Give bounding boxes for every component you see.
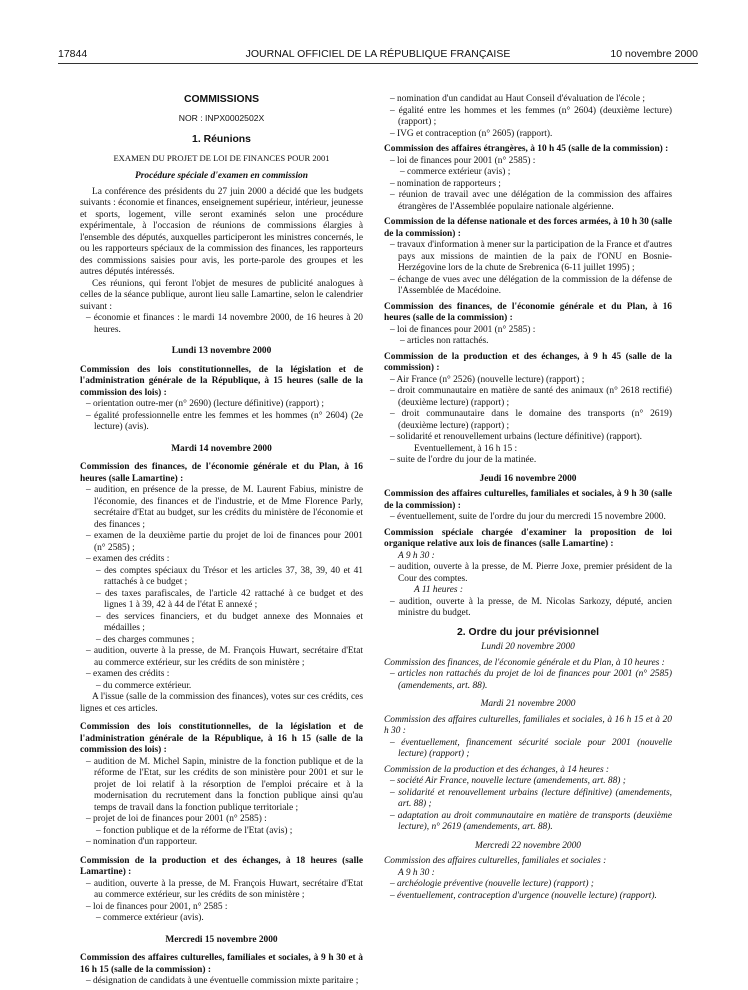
time-label: A 11 heures :: [414, 585, 464, 595]
list-item: – réunion de travail avec une délégation de la commission des affaires étrangères de l'Assemblée populaire nationale algérienne.: [390, 190, 672, 212]
list-item: – loi de finances pour 2001 (n° 2585) :: [390, 324, 536, 335]
right-column: [384, 94, 672, 902]
date-heading: Mardi 14 novembre 2000: [171, 443, 272, 454]
sub-list-item: – des taxes parafiscales, de l'article 42 rattaché à ce budget et des lignes 1 à 39, 42 à 44 de l'état E annexé ;: [96, 588, 363, 610]
commission-heading: Commission des lois constitutionnelles, de la législation et de l'administration générale de la République, à 16 h 15 (salle de la commission des lois) :: [80, 722, 363, 755]
time-label: Eventuellement, à 16 h 15 :: [414, 443, 518, 454]
list-item: – examen des crédits :: [86, 554, 170, 564]
header-rule: [58, 63, 698, 64]
list-item: – Air France (n° 2526) (nouvelle lecture) (rapport) ;: [390, 374, 585, 385]
intro-paragraph: Ces réunions, qui feront l'objet de mesures de publicité analogues à celles de la séance publique, auront lieu salle Lamartine, selon le calendrier suivant :: [80, 278, 363, 312]
list-item: – audition, en présence de la presse, de M. Laurent Fabius, ministre de l'économie, des finances et de l'industrie, et de Mme Florence Parly, secrétaire d'Etat au budget, sur les crédits du ministère de l'économie et des finances ;: [86, 485, 363, 530]
list-item: – orientation outre-mer (n° 2690) (lecture définitive) (rapport) ;: [86, 399, 325, 409]
list-item: – examen des crédits :: [86, 669, 170, 679]
list-item: – archéologie préventive (nouvelle lecture) (rapport) ;: [390, 879, 594, 889]
list-item: – audition de M. Michel Sapin, ministre de la fonction publique et de la réforme de l'Etat, sur les crédits de son ministère pour 2001 et sur le projet de loi relatif à la résorption de l'emploi précaire et à la modernisation du recrutement dans la fonction publique ainsi qu'au temps de travail dans la fonction publique territoriale ;: [86, 756, 363, 813]
list-item: – éventuellement, financement sécurité sociale pour 2001 (nouvelle lecture) (rapport) ;: [390, 737, 672, 759]
nor-reference: NOR : INPX0002502X: [178, 112, 265, 123]
list-item: – éventuellement, suite de l'ordre du jour du mercredi 15 novembre 2000.: [390, 512, 666, 522]
list-item: – droit communautaire dans le domaine des transports (n° 2619) (deuxième lecture) (rapport) ;: [390, 409, 672, 431]
sub-list-item: – du commerce extérieur.: [96, 680, 192, 691]
date-heading: Lundi 13 novembre 2000: [171, 346, 272, 356]
commission-heading: Commission des lois constitutionnelles, de la législation et de l'administration générale de la République, à 15 heures (salle de la commission des lois) :: [80, 364, 363, 398]
commission-heading: Commission des affaires culturelles, familiales et sociales, à 9 h 30 (salle de la commission) :: [384, 489, 672, 511]
procedure-title: Procédure spéciale d'examen en commission: [135, 171, 308, 181]
commission-heading: Commission des affaires étrangères, à 10 h 45 (salle de la commission) :: [384, 144, 669, 154]
commission-heading: Commission de la défense nationale et des forces armées, à 10 h 30 (salle de la commission) :: [384, 217, 672, 239]
list-item: – désignation de candidats à une éventuelle commission mixte paritaire ;: [86, 976, 359, 986]
sub-list-item: – des comptes spéciaux du Trésor et les articles 37, 38, 39, 40 et 41 rattachés à ce budget ;: [96, 565, 363, 587]
commission-heading: Commission des finances, de l'économie générale et du Plan, à 16 heures (salle de la commission) :: [384, 301, 672, 323]
list-item: – loi de finances pour 2001, n° 2585 :: [86, 901, 228, 912]
commission-heading: Commission de la production et des échanges, à 14 heures :: [384, 764, 610, 775]
note-paragraph: A l'issue (salle de la commission des finances), votes sur ces crédits, ces lignes et ces articles.: [80, 692, 363, 714]
list-item: – articles non rattachés du projet de loi de finances pour 2001 (n° 2585) (amendements, art. 88).: [390, 669, 672, 691]
commission-heading: Commission des finances, de l'économie générale et du Plan, à 10 heures :: [384, 657, 665, 668]
section-title-reunions: 1. Réunions: [192, 134, 251, 145]
list-item: – droit communautaire en matière de santé des animaux (n° 2618 rectifié) (deuxième lecture) (rapport) ;: [390, 386, 672, 408]
commission-heading: Commission des finances, de l'économie générale et du Plan, à 16 heures (salle Lamartine) :: [80, 462, 363, 484]
list-item: – projet de loi de finances pour 2001 (n° 2585) :: [86, 814, 267, 824]
section-heading: COMMISSIONS: [183, 94, 260, 105]
sub-list-item: – des services financiers, et du budget annexe des Monnaies et médailles ;: [96, 611, 363, 633]
list-item: – audition, ouverte à la presse, de M. François Huwart, secrétaire d'Etat au commerce extérieur, sur les crédits de son ministère ;: [86, 878, 363, 900]
commission-heading: Commission de la production et des échanges, à 9 h 45 (salle de la commission) :: [384, 351, 672, 373]
commission-heading: Commission spéciale chargée d'examiner la proposition de loi organique relative aux lois de finances (salle Lamartine) :: [384, 527, 672, 549]
list-item: – suite de l'ordre du jour de la matinée.: [390, 455, 537, 465]
list-item: – égalité entre les hommes et les femmes (n° 2604) (deuxième lecture) (rapport) ;: [390, 105, 672, 127]
list-item: – IVG et contraception (n° 2605) (rapport).: [390, 128, 553, 139]
date-heading: Lundi 20 novembre 2000: [481, 642, 575, 652]
commission-heading: Commission des affaires culturelles, familiales et sociales, à 16 h 15 et à 20 h 30 :: [384, 714, 672, 736]
list-item: – échange de vues avec une délégation de la commission de la défense de l'Assemblée de Macédoine.: [390, 274, 672, 296]
sub-list-item: – articles non rattachés.: [400, 336, 489, 346]
list-item: – loi de finances pour 2001 (n° 2585) :: [390, 155, 536, 166]
time-label: A 9 h 30 :: [398, 550, 435, 561]
list-item: – économie et finances : le mardi 14 novembre 2000, de 16 heures à 20 heures.: [86, 313, 363, 335]
date-heading: Mercredi 22 novembre 2000: [475, 840, 581, 851]
journal-title: JOURNAL OFFICIEL DE LA RÉPUBLIQUE FRANÇAISE: [245, 48, 511, 60]
list-item: – société Air France, nouvelle lecture (amendements, art. 88) ;: [390, 776, 626, 786]
commission-heading: Commission des affaires culturelles, familiales et sociales :: [384, 856, 607, 866]
list-item: – audition, ouverte à la presse, de M. Pierre Joxe, premier président de la Cour des comptes.: [390, 562, 672, 584]
sub-list-item: – commerce extérieur (avis).: [96, 913, 204, 923]
list-item: – éventuellement, contraception d'urgence (nouvelle lecture) (rapport).: [390, 890, 657, 901]
list-item: – nomination d'un candidat au Haut Conseil d'évaluation de l'école ;: [390, 94, 646, 104]
commission-heading: Commission des affaires culturelles, familiales et sociales, à 9 h 30 et à 16 h 15 (salle de la commission) :: [80, 953, 363, 975]
list-item: – égalité professionnelle entre les femmes et les hommes (n° 2604) (2e lecture) (avis).: [86, 410, 363, 432]
date-heading: Mardi 21 novembre 2000: [480, 699, 576, 709]
page-header: [58, 47, 698, 61]
list-item: – audition, ouverte à la presse, de M. François Huwart, secrétaire d'Etat au commerce extérieur, sur les crédits de son ministère ;: [86, 646, 363, 668]
list-item: – solidarité et renouvellement urbains (lecture définitive) (rapport).: [390, 432, 642, 442]
examen-title: EXAMEN DU PROJET DE LOI DE FINANCES POUR 2001: [113, 152, 330, 163]
list-item: – adaptation au droit communautaire en matière de transports (deuxième lecture), n° 2619 (amendements, art. 88).: [390, 810, 672, 832]
page-number: 17844: [58, 48, 88, 60]
commission-heading: Commission de la production et des échanges, à 18 heures (salle Lamartine) :: [80, 855, 363, 877]
list-item: – nomination d'un rapporteur.: [86, 837, 198, 847]
sub-list-item: – des charges communes ;: [96, 634, 195, 645]
date-heading: Jeudi 16 novembre 2000: [479, 473, 577, 484]
list-item: – examen de la deuxième partie du projet de loi de finances pour 2001 (n° 2585) ;: [86, 531, 363, 553]
intro-paragraph: La conférence des présidents du 27 juin 2000 a décidé que les budgets suivants : économie et finances, enseignement supérieur, intérieur, jeunesse et sports, logement, ville seront examinés selon une procédure expérimentale, à l'occasion de réunions de commissions élargies à l'ensemble des députés, auxquelles participeront les ministres concernés, le ou les rapporteurs spéciaux de la commission des finances, les rapporteurs des commissions saisies pour avis, les porte-parole des groupes et les autres députés intéressés.: [80, 186, 363, 277]
left-column: [80, 94, 363, 988]
list-item: – solidarité et renouvellement urbains (lecture définitive) (amendements, art. 88) ;: [390, 787, 672, 809]
sub-list-item: – commerce extérieur (avis) ;: [400, 167, 511, 177]
list-item: – audition, ouverte à la presse, de M. Nicolas Sarkozy, député, ancien ministre du budget.: [390, 596, 672, 618]
section-title-ordre-du-jour: 2. Ordre du jour prévisionnel: [456, 626, 600, 638]
list-item: – travaux d'information à mener sur la participation de la France et d'autres pays aux missions de maintien de la paix de l'ONU en Bosnie-Herzégovine lors de la chute de Srebrenica (6-11 juillet 1995) ;: [390, 240, 672, 273]
sub-list-item: – fonction publique et de la réforme de l'Etat (avis) ;: [96, 825, 293, 836]
time-label: A 9 h 30 :: [398, 867, 435, 878]
date-heading: Mercredi 15 novembre 2000: [165, 934, 278, 945]
issue-date: 10 novembre 2000: [610, 48, 698, 60]
list-item: – nomination de rapporteurs ;: [390, 178, 501, 189]
